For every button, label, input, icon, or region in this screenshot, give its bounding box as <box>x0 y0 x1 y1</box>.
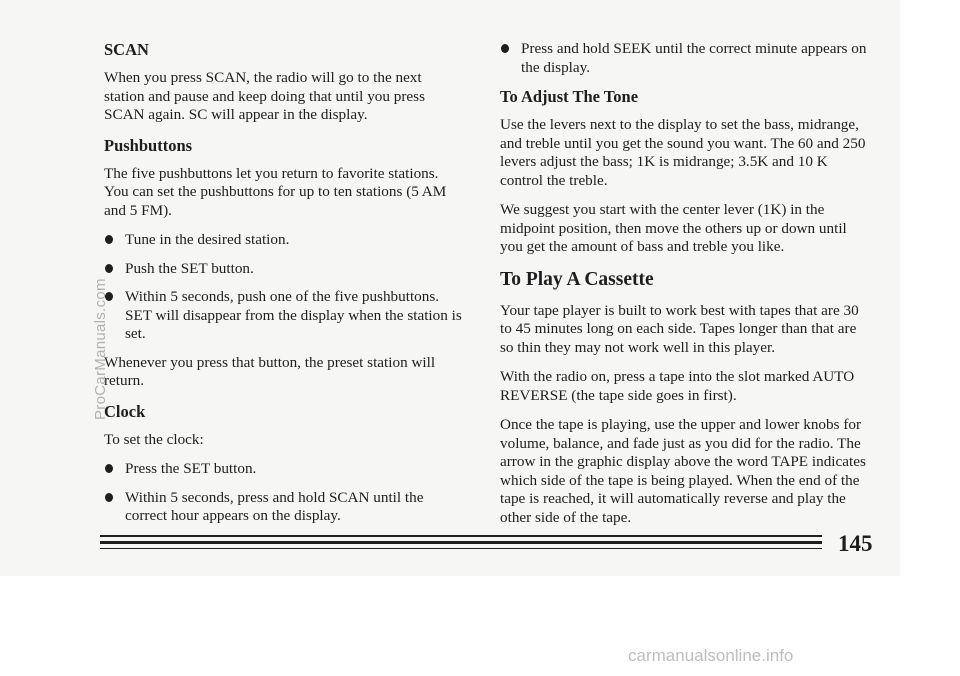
step-text: Within 5 seconds, press and hold SCAN until the correct hour appears on the display. <box>125 488 424 524</box>
left-column <box>104 40 464 536</box>
cassette-para-3: Once the tape is playing, use the upper and lower knobs for volume, balance, and fade just as you did for the radio. The arrow in the graphic display above the word TAPE indicates which side of the tape is being played. When the end of the tape is reached, it will automatically reverse and play the other side of the tape. <box>500 416 866 526</box>
tone-para-2: We suggest you start with the center lever (1K) in the midpoint position, then move the others up or down until you get the amount of bass and treble you like. <box>500 201 847 255</box>
clock-heading: Clock <box>104 401 146 421</box>
bullet-icon <box>105 493 113 502</box>
list-item <box>104 460 464 479</box>
list-item <box>104 231 464 250</box>
watermark-bottom: carmanualsonline.info <box>628 646 794 665</box>
bullet-icon <box>501 44 509 53</box>
scan-heading: SCAN <box>104 40 149 59</box>
cassette-para-1: Your tape player is built to work best with tapes that are 30 to 45 minutes long on each side. Tapes longer than that are so thin they may not work well in this player. <box>500 301 859 356</box>
list-item <box>104 489 464 526</box>
step-text: Tune in the desired station. <box>125 231 290 248</box>
step-text: Press and hold SEEK until the correct minute appears on the display. <box>521 40 867 76</box>
tone-para-1: Use the levers next to the display to set the bass, midrange, and treble until you get the sound you want. The 60 and 250 levers adjust the bass; 1K is midrange; 3.5K and 10 K control the treble. <box>500 116 866 189</box>
pushbuttons-heading: Pushbuttons <box>104 135 193 155</box>
divider <box>100 541 822 544</box>
cassette-heading: To Play A Cassette <box>500 268 654 290</box>
clock-steps <box>104 460 464 526</box>
right-column <box>500 40 870 538</box>
tone-heading: To Adjust The Tone <box>500 87 639 106</box>
list-item <box>500 40 870 77</box>
list-item <box>104 260 464 279</box>
clock-intro: To set the clock: <box>104 430 204 448</box>
bullet-icon <box>105 464 113 473</box>
step-text: Push the SET button. <box>125 259 254 277</box>
page-number: 145 <box>838 531 873 556</box>
step-text: Within 5 seconds, push one of the five pushbuttons. SET will disappear from the display when the station is set. <box>125 288 462 342</box>
divider <box>100 548 822 549</box>
watermark-side: ProCarManuals.com <box>92 278 109 420</box>
pushbuttons-outro: Whenever you press that button, the preset station will return. <box>104 353 436 389</box>
step-text: Press the SET button. <box>125 460 257 477</box>
cassette-para-2: With the radio on, press a tape into the slot marked AUTO REVERSE (the tape side goes in first). <box>500 368 855 404</box>
scan-text: When you press SCAN, the radio will go to the next station and pause and keep doing that until you press SCAN again. SC will appear in the display. <box>104 69 425 123</box>
divider <box>100 535 822 537</box>
list-item <box>104 288 464 344</box>
pushbuttons-steps <box>104 231 464 344</box>
pushbuttons-intro: The five pushbuttons let you return to favorite stations. You can set the pushbuttons for up to ten stations (5 AM and 5 FM). <box>104 164 447 219</box>
clock-steps-continued <box>500 40 870 77</box>
